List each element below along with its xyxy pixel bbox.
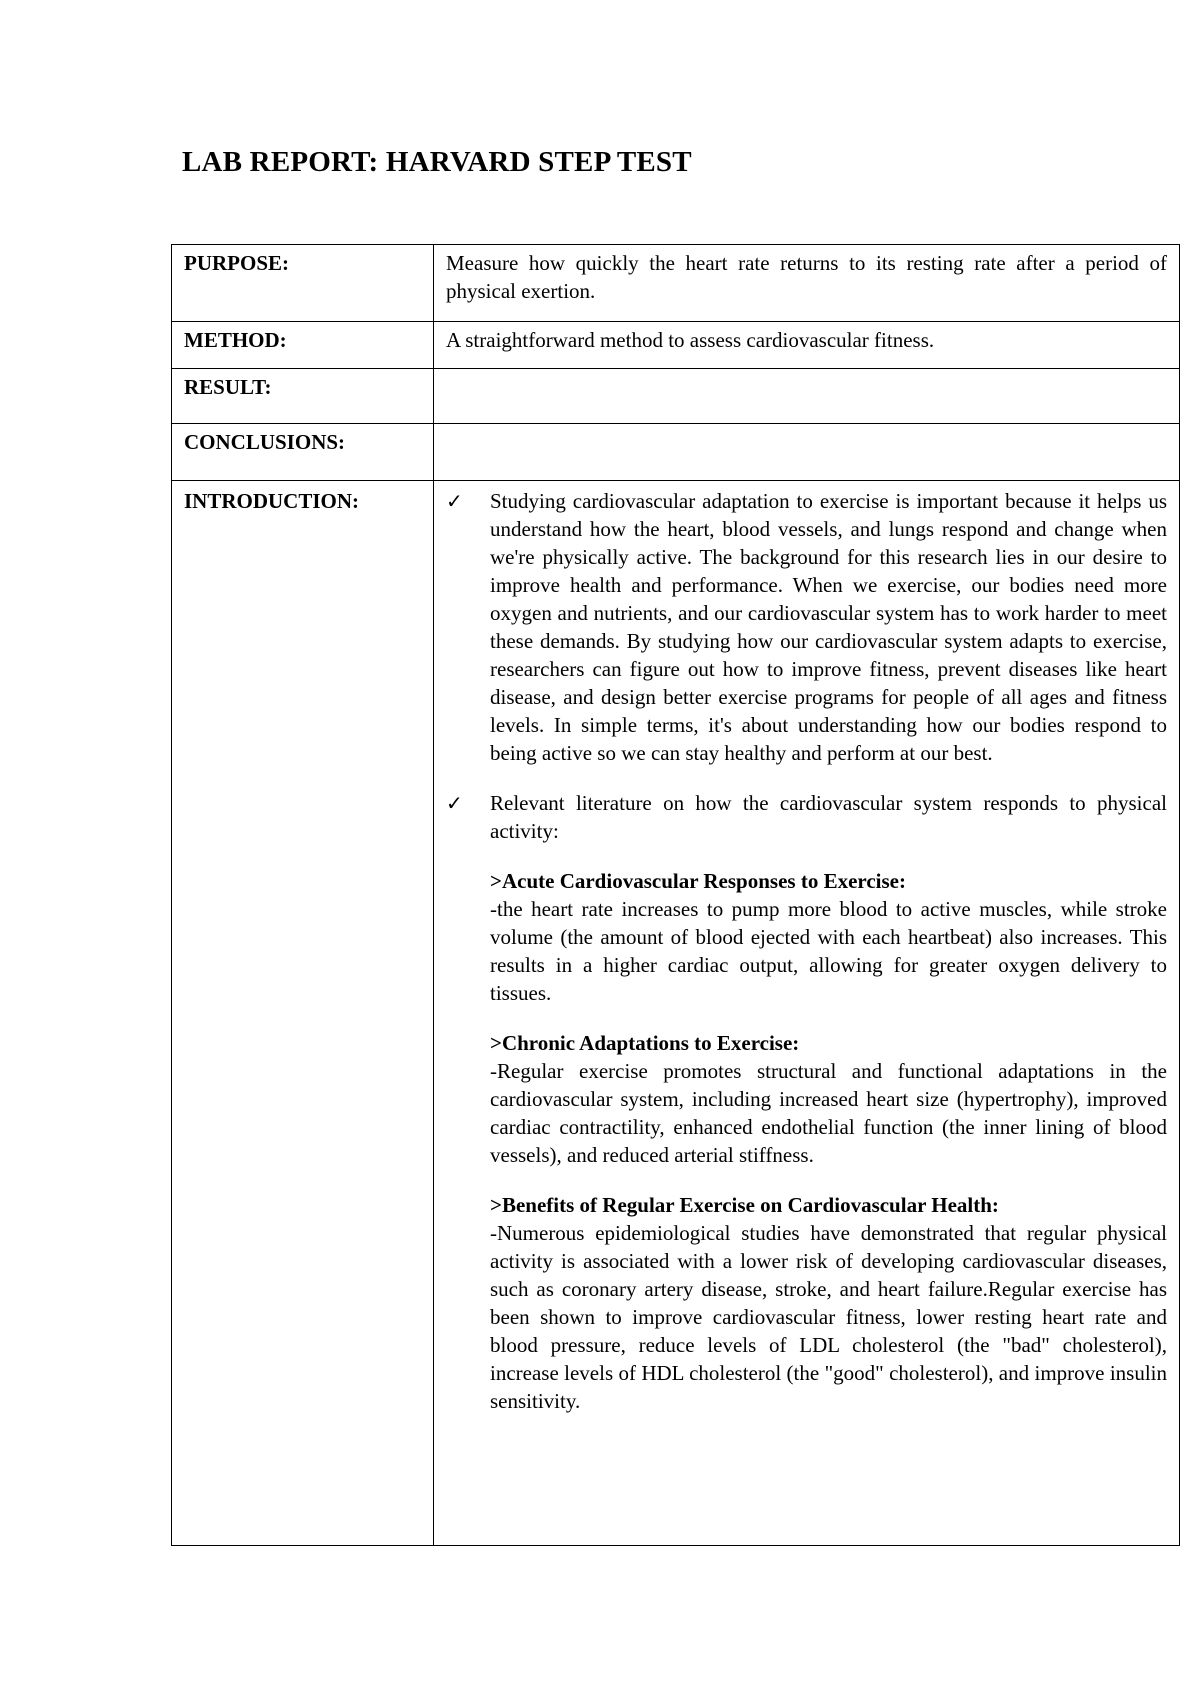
list-item [446, 487, 1167, 767]
method-text: A straightforward method to assess cardiovascular fitness. [434, 322, 1180, 369]
literature-section [446, 1191, 1167, 1415]
table-row-purpose [172, 245, 1180, 322]
introduction-content [434, 481, 1180, 1546]
introduction-label: INTRODUCTION: [172, 481, 434, 1546]
result-label: RESULT: [172, 369, 434, 424]
result-text [434, 369, 1180, 424]
section-heading: >Benefits of Regular Exercise on Cardiovascular Health: [490, 1193, 999, 1217]
section-heading: >Chronic Adaptations to Exercise: [490, 1031, 800, 1055]
purpose-text: Measure how quickly the heart rate returns to its resting rate after a period of physical exertion. [434, 245, 1180, 322]
conclusions-text [434, 424, 1180, 481]
section-body: -Regular exercise promotes structural and functional adaptations in the cardiovascular system, including increased heart size (hypertrophy), improved cardiac contractility, enhanced endothelial function (the inner lining of blood vessels), and reduced arterial stiffness. [490, 1059, 1167, 1167]
introduction-checklist [446, 487, 1167, 845]
checkmark-icon: ✓ [446, 791, 463, 815]
section-body: -the heart rate increases to pump more blood to active muscles, while stroke volume (the amount of blood ejected with each heartbeat) also increases. This results in a higher cardiac output, allowing for greater oxygen delivery to tissues. [490, 897, 1167, 1005]
table-row-introduction [172, 481, 1180, 1546]
method-label: METHOD: [172, 322, 434, 369]
page-title: LAB REPORT: HARVARD STEP TEST [182, 146, 692, 178]
section-body: -Numerous epidemiological studies have demonstrated that regular physical activity is associated with a lower risk of developing cardiovascular diseases, such as coronary artery disease, stroke, and heart failure.Regular exercise has been shown to improve cardiovascular fitness, lower resting heart rate and blood pressure, reduce levels of LDL cholesterol (the "bad" cholesterol), increase levels of HDL cholesterol (the "good" cholesterol), and improve insulin sensitivity. [490, 1221, 1167, 1413]
purpose-label: PURPOSE: [172, 245, 434, 322]
intro-paragraph-literature: Relevant literature on how the cardiovascular system responds to physical activity: [490, 791, 1167, 843]
conclusions-label: CONCLUSIONS: [172, 424, 434, 481]
intro-paragraph-background: Studying cardiovascular adaptation to exercise is important because it helps us understand how the heart, blood vessels, and lungs respond and change when we're physically active. The background for this research lies in our desire to improve health and performance. When we exercise, our bodies need more oxygen and nutrients, and our cardiovascular system has to work harder to meet these demands. By studying how our cardiovascular system adapts to exercise, researchers can figure out how to improve fitness, prevent diseases like heart disease, and design better exercise programs for people of all ages and fitness levels. In simple terms, it's about understanding how our bodies respond to being active so we can stay healthy and perform at our best. [490, 489, 1167, 765]
checkmark-icon: ✓ [446, 489, 463, 513]
list-item [446, 789, 1167, 845]
table-row-method [172, 322, 1180, 369]
literature-sections [446, 867, 1167, 1415]
table-row-result [172, 369, 1180, 424]
section-heading: >Acute Cardiovascular Responses to Exercise: [490, 869, 906, 893]
literature-section [446, 1029, 1167, 1169]
report-table [171, 244, 1180, 1546]
literature-section [446, 867, 1167, 1007]
table-row-conclusions [172, 424, 1180, 481]
